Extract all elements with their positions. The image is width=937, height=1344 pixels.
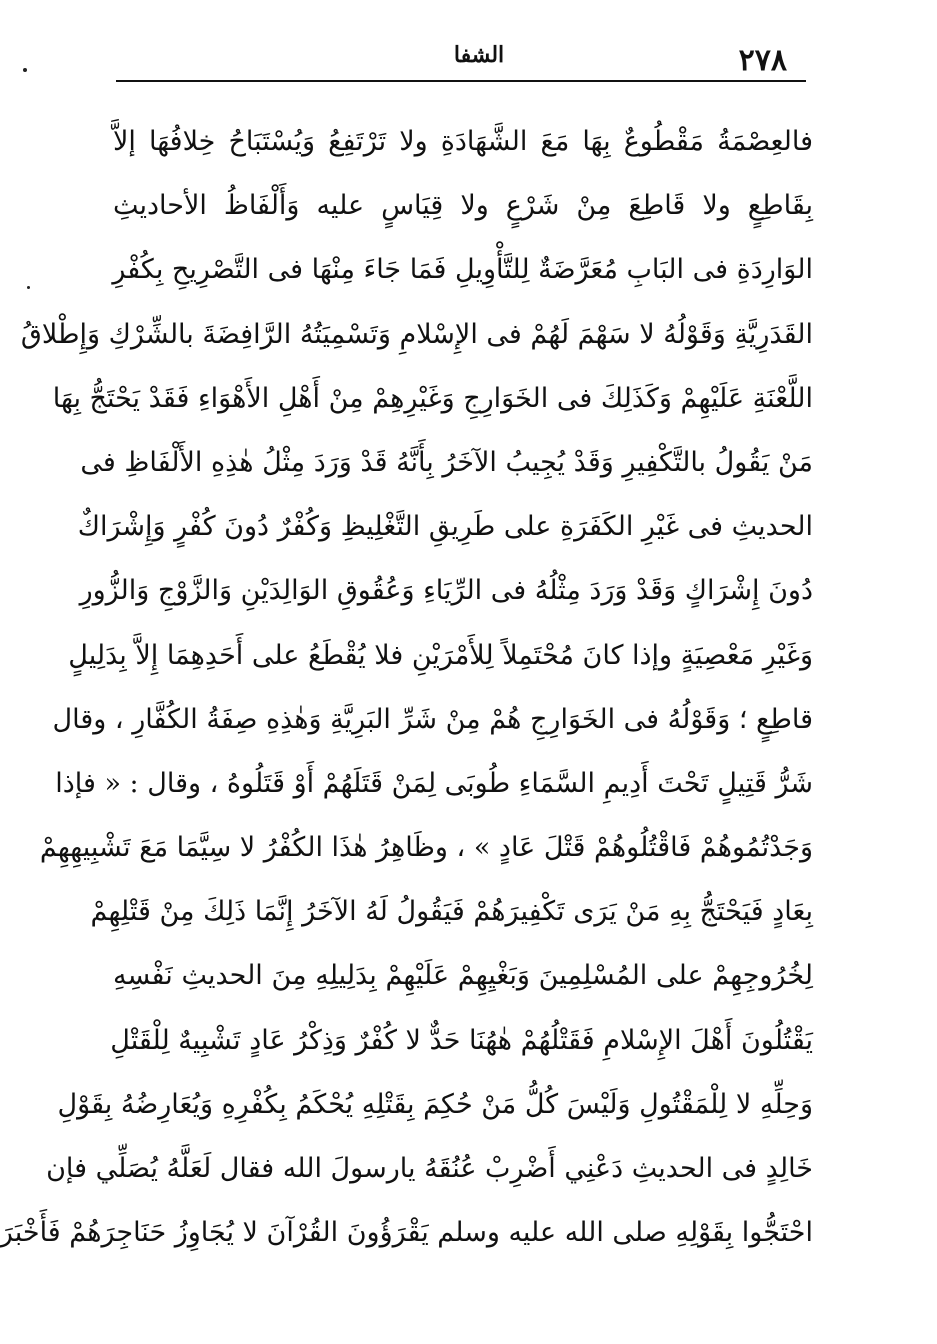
text-line: الحديثِ فى غَيْرِ الكَفَرَةِ على طَرِيقِ التَّغْلِيظِ وَكُفْرٌ دُونَ كُفْرٍ وَإِشْرَاكٌ <box>77 511 813 543</box>
body-text <box>0 110 813 1265</box>
text-line: لِخُرُوجِهِمْ على المُسْلِمِينَ وَبَغْيِهِمْ عَلَيْهِمْ بِدَلِيلِهِ مِنَ الحديثِ نَفْسِهِ <box>113 960 813 992</box>
margin-mark <box>23 68 27 72</box>
text-line: احْتَجُّوا بِقَوْلِهِ صلى الله عليه وسلم يَقْرَؤُونَ القُرْآنَ لا يُجَاوِزُ حَنَاجِرَهُمْ فَأَخْبَرَ <box>0 1217 813 1249</box>
text-line: يَقْتُلُونَ أَهْلَ الإِسْلامِ فَقَتْلُهُمْ هٰهُنَا حَدٌّ لا كُفْرٌ وَذِكْرُ عَادٍ تَشْبِيهٌ لِلْقَتْلِ <box>110 1024 813 1056</box>
text-line: وَحِلِّهِ لا لِلْمَقْتُولِ وَلَيْسَ كُلُّ مَنْ حُكِمَ بِقَتْلِهِ يُحْكَمُ بِكُفْرِهِ وَيُعَارِضُهُ بِقَوْلِ <box>57 1088 813 1120</box>
running-title: الشفا <box>453 42 505 68</box>
text-line: دُونَ إِشْرَاكٍ وَقَدْ وَرَدَ مِثْلُهُ فى الرِّيَاءِ وَعُقُوقِ الوَالِدَيْنِ وَالزَّوْجِ وَالزُّورِ <box>79 575 813 607</box>
text-line: مَنْ يَقُولُ بالتَّكْفِيرِ وَقَدْ يُجِيبُ الآخَرُ بِأَنَّهُ قَدْ وَرَدَ مِثْلُ هٰذِهِ الأَلْفَاظِ فى <box>80 446 813 478</box>
text-line: خَالِدٍ فى الحديثِ دَعْنِي أَضْرِبْ عُنُقَهُ يارسولَ الله فقال لَعَلَّهُ يُصَلِّي فإن <box>46 1153 813 1184</box>
page-number: ٢٧٨ <box>738 43 787 78</box>
text-line: وَجَدْتُمُوهُمْ فَاقْتُلُوهُمْ قَتْلَ عَادٍ » ، وظَاهِرُ هٰذَا الكُفْرُ لا سِيَّمَا مَعَ تَشْبِيهِهِمْ <box>39 832 813 864</box>
text-line: وَغَيْرِ مَعْصِيَةٍ وإذا كانَ مُحْتَمِلاً لِلأَمْرَيْنِ فلا يُقْطَعُ على أَحَدِهِمَا إِلاَّ بِدَلِيلٍ <box>68 639 813 671</box>
text-line: فالعِصْمَةُ مَقْطُوعٌ بِهَا مَعَ الشَّهَادَةِ ولا تَرْتَفِعُ وَيُسْتَبَاحُ خِلافُهَا إلاَّ <box>113 126 813 157</box>
text-line: القَدَرِيَّةِ وَقَوْلُهُ لا سَهْمَ لَهُمْ فى الإِسْلامِ وَتَسْمِيَتُهُ الرَّافِضَةَ بالشِّرْكِ وَإِطْلاقُ <box>20 318 813 350</box>
text-line: اللَّعْنَةِ عَلَيْهِمْ وَكَذَلِكَ فى الخَوَارِجِ وَغَيْرِهِمْ مِنْ أَهْلِ الأَهْوَاءِ فَقَدْ يَحْتَجُّ بِهَا <box>52 382 813 414</box>
text-line: بِقَاطِعٍ ولا قَاطِعَ مِنْ شَرْعٍ ولا قِيَاسٍ عليه وَأَلْفَاظُ الأحاديثِ <box>113 190 813 222</box>
text-line: بِعَادٍ فَيَحْتَجُّ بِهِ مَنْ يَرَى تَكْفِيرَهُمْ فَيَقُولُ لَهُ الآخَرُ إِنَّمَا ذَلِكَ مِنْ قَتْلِهِمْ <box>90 896 813 928</box>
text-line: الوَارِدَةِ فى البَابِ مُعَرَّضَةٌ لِلتَّأْوِيلِ فَمَا جَاءَ مِنْهَا فى التَّصْرِيحِ بِكُفْرِ <box>112 254 813 286</box>
margin-mark <box>27 286 30 289</box>
text-line: قاطِعٍ ؛ وَقَوْلُهُ فى الخَوَارِجِ هُمْ مِنْ شَرِّ البَرِيَّةِ وَهٰذِهِ صِفَةُ الكُفَّارِ ، وقال <box>52 703 813 735</box>
header-rule <box>116 80 806 82</box>
text-line: شَرُّ قَتِيلٍ تَحْتَ أَدِيمِ السَّمَاءِ طُوبَى لِمَنْ قَتَلَهُمْ أَوْ قَتَلُوهُ ، وقال : « فإذا <box>55 767 813 799</box>
